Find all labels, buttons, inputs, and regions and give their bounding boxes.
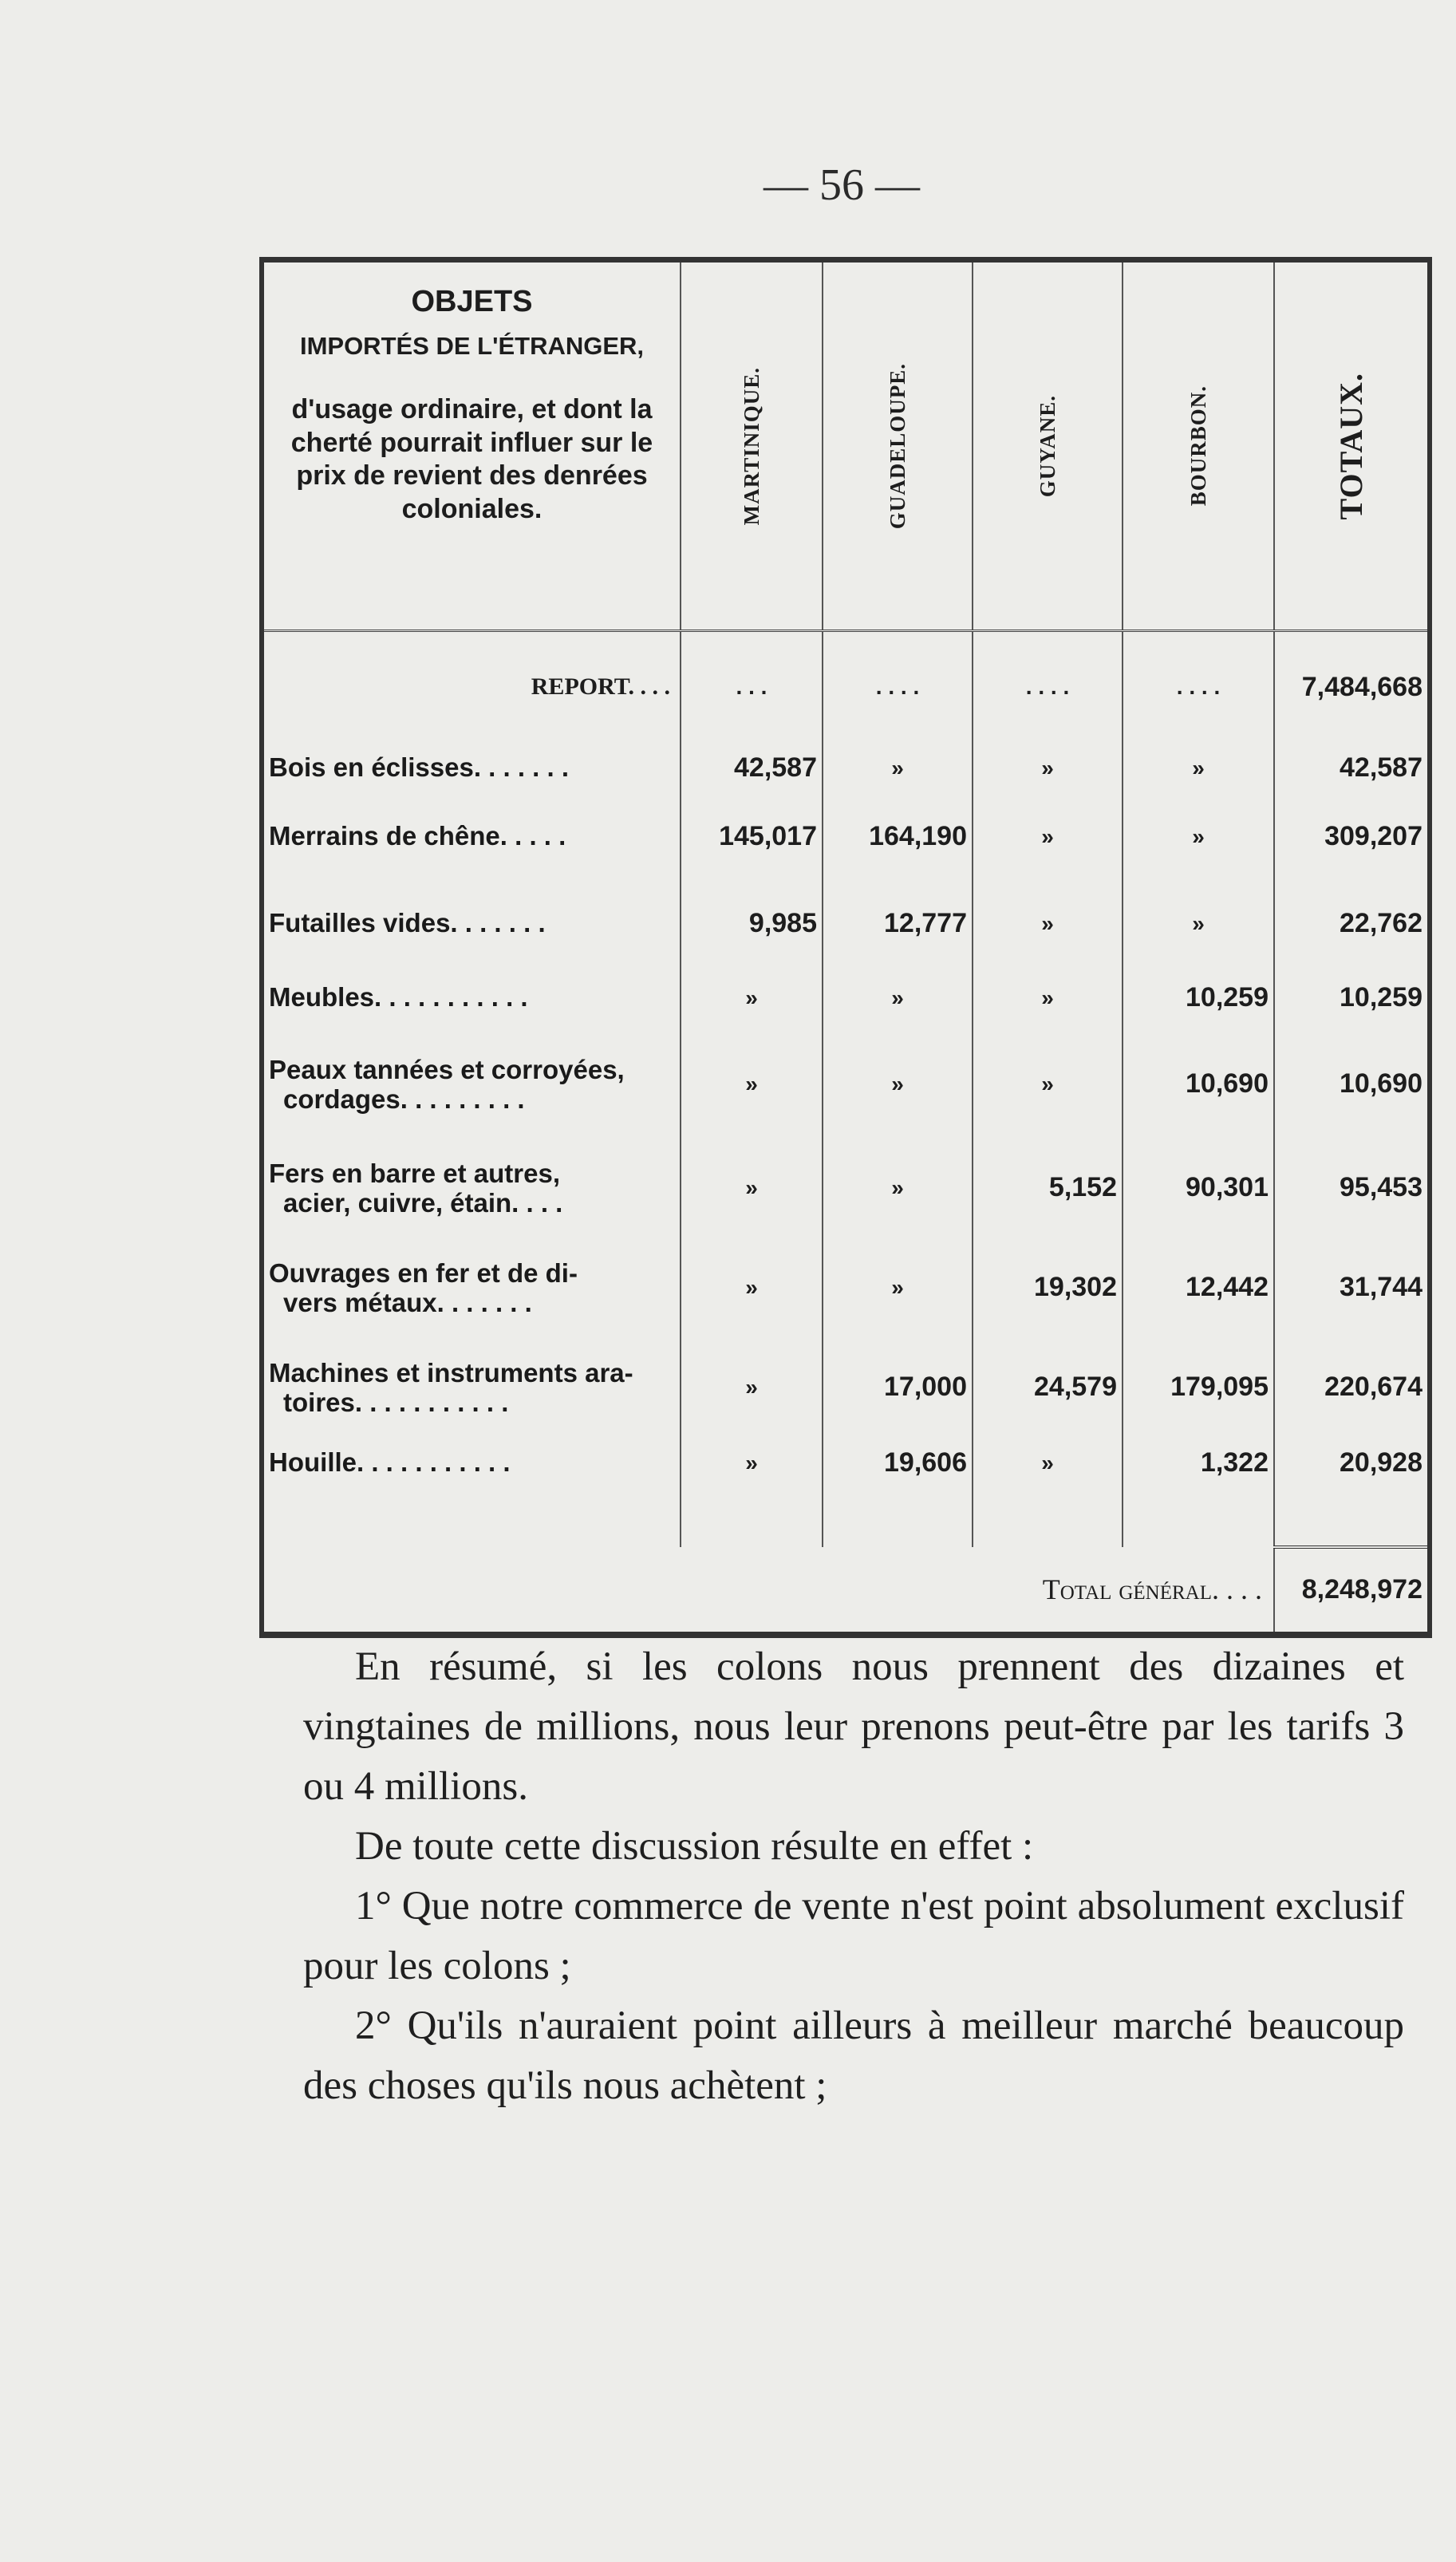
total-general-label: Total général. . . . [1042,1573,1262,1605]
header-description: d'usage ordinaire, et dont la cherté pourrait influer sur le prix de revient des denrées coloniales. [290,394,653,524]
cell-guadeloupe: » [823,743,973,794]
col-guyane-label: GUYANE. [1035,394,1059,498]
cell-guadeloupe: » [823,968,973,1028]
report-guadeloupe: . . . . [823,631,973,743]
table-row [262,794,1430,880]
cell-total: 95,453 [1274,1140,1430,1236]
cell-guyane: 19,302 [973,1236,1123,1340]
body-text [303,1637,1404,2116]
col-guadeloupe-label: GUADELOUPE. [885,362,910,530]
row-label: Peaux tannées et corroyées, cordages. . . . . . . . . [269,1054,625,1114]
table-row [262,1028,1430,1140]
table-row [262,1236,1430,1340]
cell-guyane: » [973,1028,1123,1140]
report-row [262,631,1430,743]
cell-bourbon: 179,095 [1123,1340,1274,1435]
col-martinique-label: MARTINIQUE. [739,366,764,526]
cell-guyane: » [973,743,1123,794]
cell-bourbon: 1,322 [1123,1435,1274,1491]
spacer-cell [973,1491,1123,1547]
paragraph: En résumé, si les colons nous prennent des dizaines et vingtaines de millions, nous leur prenons peut-être par les tarifs 3 ou 4 millions. [303,1644,1404,1809]
header-martinique [681,260,823,631]
cell-guyane: » [973,794,1123,880]
cell-bourbon: » [1123,743,1274,794]
cell-martinique: » [681,1435,823,1491]
cell-total: 309,207 [1274,794,1430,880]
row-label: Houille. . . . . . . . . . . [269,1447,511,1478]
table-row [262,1140,1430,1236]
paragraph: 1° Que notre commerce de vente n'est point absolument exclusif pour les colons ; [303,1884,1404,1988]
cell-guyane: 5,152 [973,1140,1123,1236]
report-guyane: . . . . [973,631,1123,743]
cell-guyane: » [973,880,1123,968]
report-label: REPORT. . . . [262,631,681,743]
table-row [262,1340,1430,1435]
cell-martinique: 42,587 [681,743,823,794]
row-label: Machines et instruments ara- toires. . . . . . . . . . . [269,1357,633,1417]
table-row [262,968,1430,1028]
row-label: Meubles. . . . . . . . . . . [269,982,528,1013]
spacer-cell [262,1491,681,1547]
cell-bourbon: 10,690 [1123,1028,1274,1140]
row-label: Fers en barre et autres, acier, cuivre, étain. . . . [269,1158,563,1218]
spacer-cell [681,1491,823,1547]
spacer-row [262,1491,1430,1547]
cell-bourbon: » [1123,880,1274,968]
cell-bourbon: 10,259 [1123,968,1274,1028]
header-objects [262,260,681,631]
cell-martinique: 145,017 [681,794,823,880]
cell-total: 10,259 [1274,968,1430,1028]
cell-total: 31,744 [1274,1236,1430,1340]
cell-bourbon: » [1123,794,1274,880]
cell-total: 220,674 [1274,1340,1430,1435]
cell-martinique: » [681,1140,823,1236]
cell-guadeloupe: 164,190 [823,794,973,880]
cell-bourbon: 90,301 [1123,1140,1274,1236]
cell-martinique: » [681,968,823,1028]
row-label: Ouvrages en fer et de di- vers métaux. . . . . . . [269,1257,578,1317]
total-row [262,1547,1430,1635]
page-number: — 56 — [764,160,920,210]
spacer-cell [1274,1491,1430,1547]
row-label: Merrains de chêne. . . . . [269,821,566,851]
cell-guyane: » [973,1435,1123,1491]
header-objets: OBJETS [411,285,533,318]
paragraph: De toute cette discussion résulte en effet : [355,1824,1034,1869]
cell-martinique: 9,985 [681,880,823,968]
row-label: Bois en éclisses. . . . . . . [269,752,570,783]
table-row [262,880,1430,968]
header-guyane [973,260,1123,631]
col-bourbon-label: BOURBON. [1186,385,1210,507]
cell-guyane: 24,579 [973,1340,1123,1435]
table-row [262,1435,1430,1491]
header-bourbon [1123,260,1274,631]
header-totaux [1274,260,1430,631]
cell-martinique: » [681,1028,823,1140]
table-row [262,743,1430,794]
cell-guyane: » [973,968,1123,1028]
col-totaux-label: TOTAUX. [1333,372,1369,520]
table-header-row [262,260,1430,631]
total-general-value: 8,248,972 [1274,1547,1430,1635]
cell-guadeloupe: » [823,1140,973,1236]
cell-guadeloupe: » [823,1028,973,1140]
spacer-cell [823,1491,973,1547]
spacer-cell [1123,1491,1274,1547]
cell-bourbon: 12,442 [1123,1236,1274,1340]
cell-guadeloupe: 17,000 [823,1340,973,1435]
cell-total: 20,928 [1274,1435,1430,1491]
report-martinique: . . . [681,631,823,743]
row-label: Futailles vides. . . . . . . [269,908,546,938]
cell-guadeloupe: 12,777 [823,880,973,968]
cell-total: 22,762 [1274,880,1430,968]
cell-martinique: » [681,1340,823,1435]
cell-martinique: » [681,1236,823,1340]
cell-total: 10,690 [1274,1028,1430,1140]
report-total: 7,484,668 [1274,631,1430,743]
cell-guadeloupe: 19,606 [823,1435,973,1491]
header-importes: IMPORTÉS DE L'ÉTRANGER, [299,332,645,361]
paragraph: 2° Qu'ils n'auraient point ailleurs à meilleur marché beaucoup des choses qu'ils nous achètent ; [303,2003,1404,2108]
header-guadeloupe [823,260,973,631]
cell-guadeloupe: » [823,1236,973,1340]
cell-total: 42,587 [1274,743,1430,794]
report-bourbon: . . . . [1123,631,1274,743]
imports-table [259,257,1432,1638]
